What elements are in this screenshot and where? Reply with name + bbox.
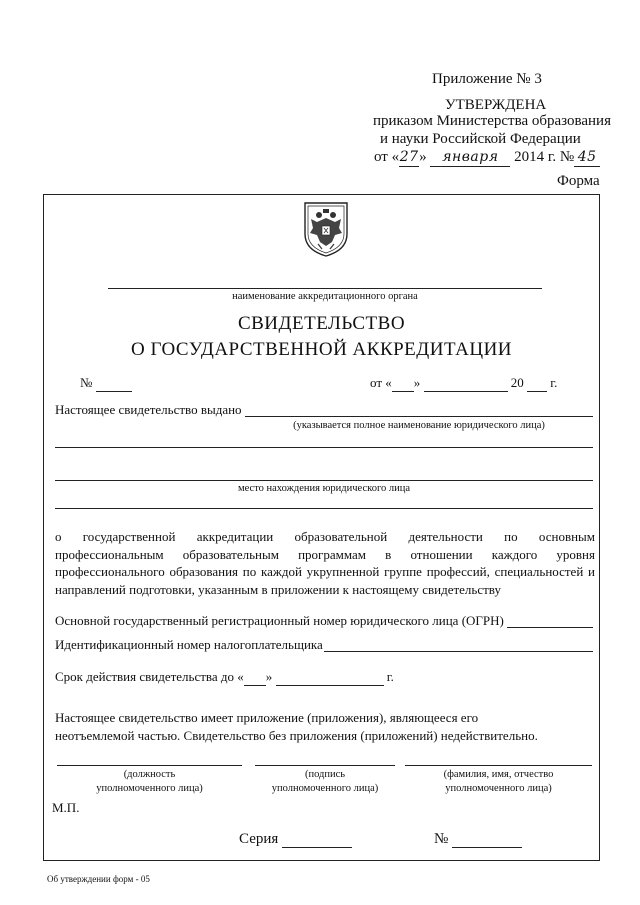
certificate-subtitle: О ГОСУДАРСТВЕННОЙ АККРЕДИТАЦИИ xyxy=(130,339,513,360)
approved-label: УТВЕРЖДЕНА xyxy=(445,97,547,113)
signature-caption xyxy=(245,768,405,796)
position-caption-2: уполномоченного лица) xyxy=(96,783,203,794)
date-day: 27 xyxy=(399,149,419,165)
validity-prefix: Срок действия свидетельства до « xyxy=(55,669,244,684)
bottom-number-blank[interactable] xyxy=(452,847,522,848)
date-year: 2014 г. № xyxy=(514,149,575,165)
order-date-line xyxy=(374,148,600,167)
order-line-2: и науки Российской Федерации xyxy=(380,131,581,147)
footer-note: Об утверждении форм - 05 xyxy=(47,874,150,884)
location-line[interactable] xyxy=(55,480,593,481)
date-from-label: от « xyxy=(370,375,392,390)
year-suffix: г. xyxy=(550,375,558,390)
certificate-number xyxy=(80,375,132,392)
order-number: 45 xyxy=(574,148,600,167)
bottom-number-field xyxy=(434,831,448,848)
entity-name-line-2[interactable] xyxy=(55,447,593,448)
date-month-blank[interactable] xyxy=(424,375,508,392)
form-label: Форма xyxy=(557,173,600,189)
inn-label: Идентификационный номер налогоплательщика xyxy=(55,637,323,652)
series-label: Серия xyxy=(239,831,279,847)
issued-to-label: Настоящее свидетельство выдано xyxy=(55,402,242,417)
inn-line[interactable] xyxy=(324,651,593,652)
date-close-label: » xyxy=(413,375,421,390)
position-caption-1: (должность xyxy=(123,769,176,780)
validity-close: » xyxy=(265,669,273,684)
ogrn-line[interactable] xyxy=(507,627,593,628)
stamp-label: М.П. xyxy=(52,800,80,815)
signature-caption-2: уполномоченного лица) xyxy=(271,783,379,794)
order-line-1: приказом Министерства образования xyxy=(373,113,611,129)
validity-suffix: г. xyxy=(386,669,394,684)
date-month: января xyxy=(430,148,510,167)
coat-of-arms-icon xyxy=(302,200,350,258)
number-label: № xyxy=(80,375,93,390)
org-name-line xyxy=(108,288,542,289)
ogrn-label: Основной государственный регистрационный номер юридического лица (ОГРН) xyxy=(55,613,504,628)
position-caption xyxy=(57,768,242,796)
signature-caption-1: (подпись xyxy=(304,769,346,780)
validity-month-blank[interactable] xyxy=(276,669,384,686)
appendix-label: Приложение № 3 xyxy=(432,71,542,87)
date-year-blank[interactable] xyxy=(527,375,547,392)
certificate-date xyxy=(370,375,557,392)
series-field xyxy=(239,831,278,848)
full-name-caption-2: уполномоченного лица) xyxy=(445,783,552,794)
issued-to-line[interactable] xyxy=(245,416,593,417)
signature-line[interactable] xyxy=(255,765,395,766)
full-name-caption-1: (фамилия, имя, отчество xyxy=(443,769,554,780)
number-blank[interactable] xyxy=(96,375,132,392)
date-mid: » xyxy=(419,149,427,165)
issued-to-caption: (указывается полное наименование юридического лица) xyxy=(293,420,545,431)
full-name-caption xyxy=(405,768,592,796)
validity-day-blank[interactable] xyxy=(244,669,266,686)
full-name-line[interactable] xyxy=(405,765,592,766)
certificate-title: СВИДЕТЕЛЬСТВО xyxy=(237,313,406,334)
series-blank[interactable] xyxy=(282,847,352,848)
year-prefix: 20 xyxy=(510,375,524,390)
date-day-blank[interactable] xyxy=(392,375,414,392)
bottom-number-label: № xyxy=(434,831,449,847)
location-line-2[interactable] xyxy=(55,508,593,509)
location-caption: место нахождения юридического лица xyxy=(237,483,411,494)
org-name-caption: наименование аккредитационного органа xyxy=(232,291,418,302)
appendix-statement: Настоящее свидетельство имеет приложение (приложения), являющееся его неотъемлемой частью. Свидетельство без приложения (приложений) недействительно. xyxy=(55,710,538,743)
position-line[interactable] xyxy=(57,765,242,766)
date-prefix: от « xyxy=(374,149,400,165)
accreditation-text: о государственной аккредитации образовательной деятельности по основным профессиональным образовательным программам в отношении каждого уровня профессионального образования по каждой укрупненной группе профессий, специальностей и направлений подготовки, указанным в приложении к настоящему свидетельству xyxy=(55,529,595,597)
validity-row xyxy=(55,669,394,686)
